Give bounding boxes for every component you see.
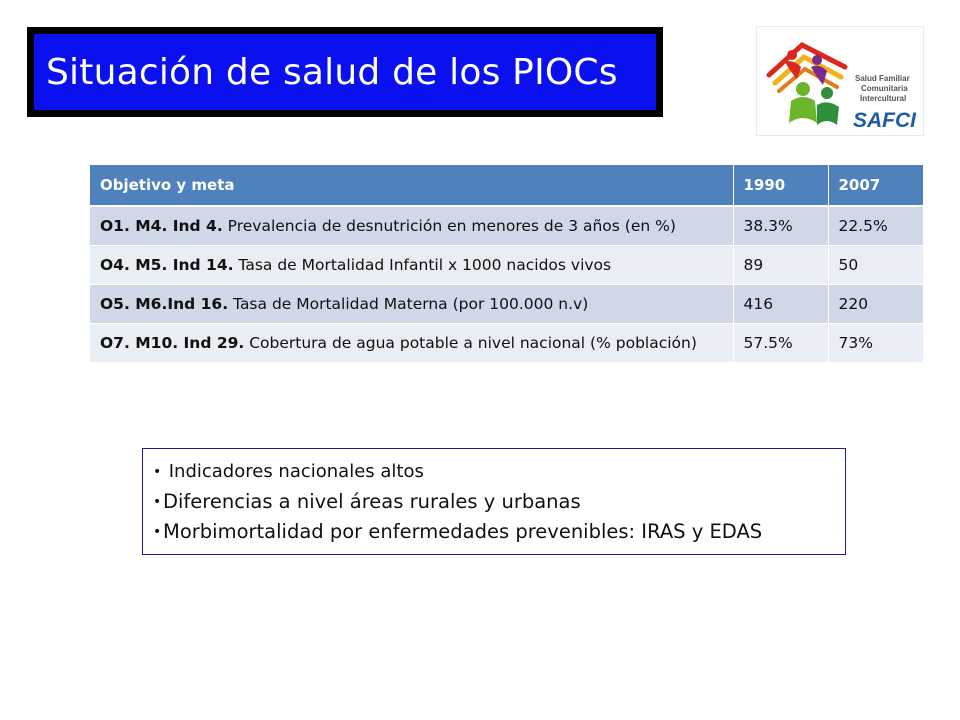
row-value-1990: 57.5% — [733, 324, 828, 363]
row-value-2007: 220 — [828, 285, 923, 324]
row-code: O4. M5. Ind 14. — [100, 256, 234, 274]
logo-line1: Salud Familiar — [855, 74, 910, 83]
logo-brand: SAFCI — [853, 109, 916, 132]
table-header-row — [90, 165, 923, 206]
list-item — [153, 517, 835, 547]
row-code: O5. M6.Ind 16. — [100, 295, 229, 313]
row-description: Tasa de Mortalidad Infantil x 1000 nacidos vivos — [233, 256, 612, 274]
bullet-icon: • — [153, 463, 162, 480]
note-text: Morbimortalidad por enfermedades prevenibles: IRAS y EDAS — [163, 519, 763, 543]
row-objective — [90, 324, 733, 363]
header-objective: Objetivo y meta — [90, 165, 733, 206]
row-code: O7. M10. Ind 29. — [100, 334, 245, 352]
table-row — [90, 324, 923, 363]
row-value-1990: 89 — [733, 246, 828, 285]
note-text: Indicadores nacionales altos — [168, 461, 424, 482]
indicators-table — [90, 165, 923, 363]
logo-line2: Comunitaria — [861, 84, 908, 93]
row-objective — [90, 206, 733, 246]
note-text: Diferencias a nivel áreas rurales y urbanas — [163, 489, 581, 513]
notes-list — [153, 457, 835, 547]
slide-title: Situación de salud de los PIOCs — [34, 34, 656, 110]
header-1990: 1990 — [733, 165, 828, 206]
table-row — [90, 246, 923, 285]
list-item — [153, 457, 835, 487]
bullet-icon: • — [153, 523, 162, 540]
row-value-2007: 73% — [828, 324, 923, 363]
bullet-icon: • — [153, 493, 162, 510]
notes-box — [142, 448, 846, 555]
row-value-1990: 38.3% — [733, 206, 828, 246]
table-row — [90, 285, 923, 324]
row-value-2007: 22.5% — [828, 206, 923, 246]
row-description: Cobertura de agua potable a nivel nacional (% población) — [244, 334, 697, 352]
logo-line3: Intercultural — [860, 94, 907, 103]
safci-logo-graphic — [757, 27, 923, 135]
row-value-1990: 416 — [733, 285, 828, 324]
row-code: O1. M4. Ind 4. — [100, 217, 223, 235]
title-banner — [27, 27, 663, 117]
row-description: Prevalencia de desnutrición en menores de 3 años (en %) — [222, 217, 676, 235]
safci-logo — [757, 27, 923, 135]
list-item — [153, 487, 835, 517]
header-2007: 2007 — [828, 165, 923, 206]
row-objective — [90, 246, 733, 285]
row-description: Tasa de Mortalidad Materna (por 100.000 n.v) — [228, 295, 589, 313]
row-objective — [90, 285, 733, 324]
table-row — [90, 206, 923, 246]
row-value-2007: 50 — [828, 246, 923, 285]
